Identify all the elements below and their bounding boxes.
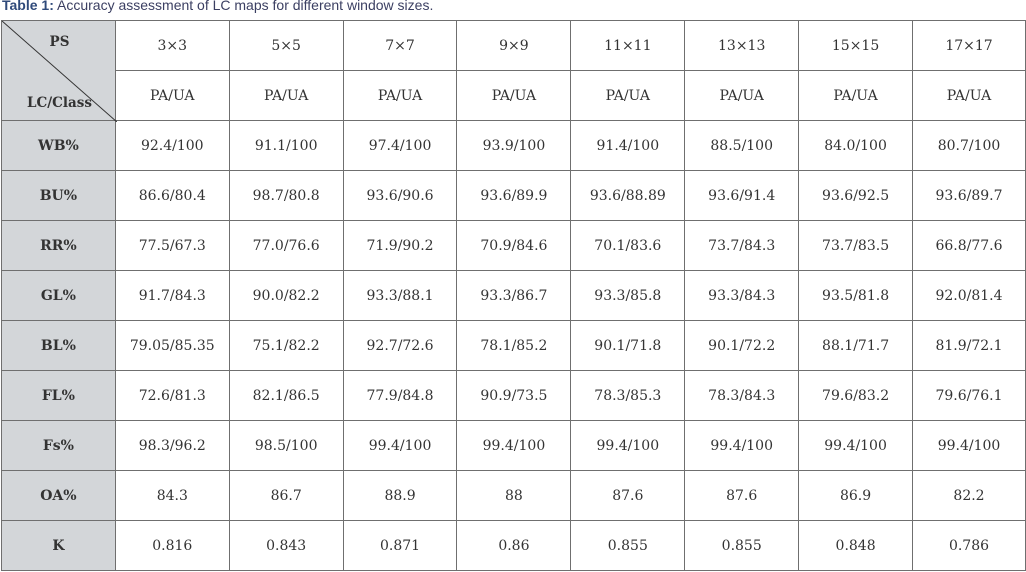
table-cell: 66.8/77.6 [913, 221, 1026, 271]
caption-text: Accuracy assessment of LC maps for different window sizes. [53, 0, 434, 13]
row-label: Fs% [2, 421, 116, 471]
table-cell: 78.3/84.3 [685, 371, 799, 421]
table-cell: 0.86 [457, 521, 571, 571]
row-label: K [2, 521, 116, 571]
table-cell: 86.9 [799, 471, 913, 521]
table-cell: 70.9/84.6 [457, 221, 571, 271]
table-caption [2, 0, 433, 14]
table-cell: 0.843 [229, 521, 343, 571]
row-label: OA% [2, 471, 116, 521]
table-cell: 88.9 [343, 471, 457, 521]
table-cell: 87.6 [685, 471, 799, 521]
table-cell: 81.9/72.1 [913, 321, 1026, 371]
corner-label-class: LC/Class [27, 95, 92, 111]
table-cell: 72.6/81.3 [115, 371, 229, 421]
column-header: 17×17 [913, 21, 1026, 71]
table-row [2, 271, 1026, 321]
table-cell: 80.7/100 [913, 121, 1026, 171]
corner-label-ps: PS [49, 34, 70, 50]
table-cell: 88.1/71.7 [799, 321, 913, 371]
table-cell: 88 [457, 471, 571, 521]
table-cell: 84.0/100 [799, 121, 913, 171]
table-cell: 86.7 [229, 471, 343, 521]
row-label: BL% [2, 321, 116, 371]
table-cell: 86.6/80.4 [115, 171, 229, 221]
table-row [2, 421, 1026, 471]
table-cell: 71.9/90.2 [343, 221, 457, 271]
table-cell: 93.6/91.4 [685, 171, 799, 221]
subheader-cell: PA/UA [913, 71, 1026, 121]
column-header: 7×7 [343, 21, 457, 71]
table-cell: 77.9/84.8 [343, 371, 457, 421]
table-row [2, 321, 1026, 371]
column-header: 9×9 [457, 21, 571, 71]
table-cell: 99.4/100 [913, 421, 1026, 471]
subheader-cell: PA/UA [457, 71, 571, 121]
column-header: 5×5 [229, 21, 343, 71]
table-cell: 77.5/67.3 [115, 221, 229, 271]
table-cell: 75.1/82.2 [229, 321, 343, 371]
table-cell: 87.6 [571, 471, 685, 521]
table-row [2, 221, 1026, 271]
table-cell: 82.2 [913, 471, 1026, 521]
table-cell: 92.7/72.6 [343, 321, 457, 371]
table-cell: 0.848 [799, 521, 913, 571]
table-cell: 84.3 [115, 471, 229, 521]
table-cell: 98.3/96.2 [115, 421, 229, 471]
table-cell: 0.816 [115, 521, 229, 571]
table-cell: 93.9/100 [457, 121, 571, 171]
table-row [2, 471, 1026, 521]
table-cell: 91.4/100 [571, 121, 685, 171]
header-row [2, 21, 1026, 71]
table-cell: 73.7/84.3 [685, 221, 799, 271]
table-cell: 93.6/88.89 [571, 171, 685, 221]
table-row [2, 521, 1026, 571]
row-label: WB% [2, 121, 116, 171]
table-cell: 0.855 [685, 521, 799, 571]
table-cell: 93.6/89.7 [913, 171, 1026, 221]
table-row [2, 171, 1026, 221]
row-label: FL% [2, 371, 116, 421]
table-cell: 79.6/76.1 [913, 371, 1026, 421]
subheader-cell: PA/UA [343, 71, 457, 121]
table-cell: 82.1/86.5 [229, 371, 343, 421]
table-cell: 93.6/90.6 [343, 171, 457, 221]
table-cell: 91.7/84.3 [115, 271, 229, 321]
table-cell: 93.3/85.8 [571, 271, 685, 321]
table-cell: 90.1/72.2 [685, 321, 799, 371]
subheader-cell: PA/UA [229, 71, 343, 121]
table-cell: 99.4/100 [457, 421, 571, 471]
table-cell: 99.4/100 [799, 421, 913, 471]
table-cell: 78.3/85.3 [571, 371, 685, 421]
table-cell: 93.3/86.7 [457, 271, 571, 321]
table-cell: 93.3/88.1 [343, 271, 457, 321]
table-cell: 99.4/100 [685, 421, 799, 471]
table-cell: 90.9/73.5 [457, 371, 571, 421]
column-header: 15×15 [799, 21, 913, 71]
table-cell: 99.4/100 [571, 421, 685, 471]
subheader-cell: PA/UA [799, 71, 913, 121]
row-label: GL% [2, 271, 116, 321]
table-cell: 98.5/100 [229, 421, 343, 471]
subheader-row [2, 71, 1026, 121]
table-cell: 93.5/81.8 [799, 271, 913, 321]
table-cell: 79.05/85.35 [115, 321, 229, 371]
table-cell: 90.0/82.2 [229, 271, 343, 321]
table-cell: 73.7/83.5 [799, 221, 913, 271]
table-cell: 79.6/83.2 [799, 371, 913, 421]
row-label: BU% [2, 171, 116, 221]
table-cell: 70.1/83.6 [571, 221, 685, 271]
column-header: 3×3 [115, 21, 229, 71]
caption-label: Table 1: [2, 0, 54, 13]
table-cell: 77.0/76.6 [229, 221, 343, 271]
table-cell: 99.4/100 [343, 421, 457, 471]
table-cell: 90.1/71.8 [571, 321, 685, 371]
subheader-cell: PA/UA [115, 71, 229, 121]
table-cell: 0.871 [343, 521, 457, 571]
corner-cell [2, 21, 116, 121]
accuracy-table [1, 20, 1026, 571]
column-header: 13×13 [685, 21, 799, 71]
table-row [2, 371, 1026, 421]
row-label: RR% [2, 221, 116, 271]
table-cell: 78.1/85.2 [457, 321, 571, 371]
table-cell: 92.4/100 [115, 121, 229, 171]
table-cell: 93.3/84.3 [685, 271, 799, 321]
table-cell: 97.4/100 [343, 121, 457, 171]
table-row [2, 121, 1026, 171]
table-cell: 98.7/80.8 [229, 171, 343, 221]
table-cell: 93.6/92.5 [799, 171, 913, 221]
table-cell: 91.1/100 [229, 121, 343, 171]
subheader-cell: PA/UA [571, 71, 685, 121]
table-cell: 93.6/89.9 [457, 171, 571, 221]
table-cell: 92.0/81.4 [913, 271, 1026, 321]
subheader-cell: PA/UA [685, 71, 799, 121]
table-cell: 0.855 [571, 521, 685, 571]
column-header: 11×11 [571, 21, 685, 71]
table-cell: 0.786 [913, 521, 1026, 571]
table-cell: 88.5/100 [685, 121, 799, 171]
